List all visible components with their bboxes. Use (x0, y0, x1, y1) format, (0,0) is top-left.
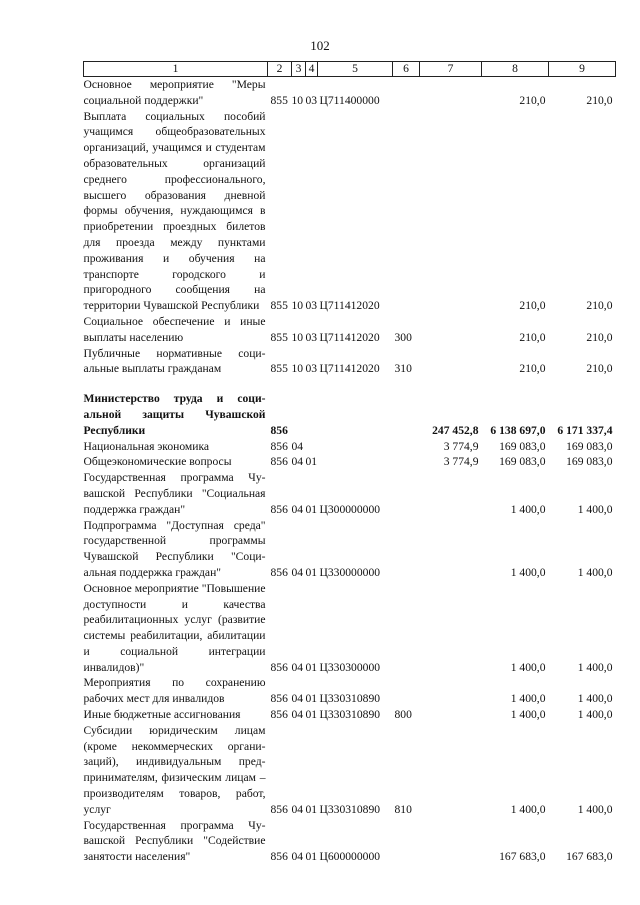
row-amount-col9: 210,0 (586, 330, 613, 344)
row-target-article: Ц711412020 (319, 362, 380, 376)
row-razdel: 10 (291, 93, 304, 107)
table-row (84, 470, 616, 517)
row-target-article: Ц330000000 (319, 565, 381, 579)
row-glava: 855 (270, 93, 288, 107)
row-amount-col7 (420, 470, 482, 517)
row-amount-col8: 1 400,0 (510, 802, 546, 816)
row-amount-col9: 210,0 (586, 362, 613, 376)
row-podrazdel: 01 (305, 802, 318, 816)
row-glava: 856 (270, 502, 288, 516)
row-amount-col8: 210,0 (519, 362, 546, 376)
row-amount-col8: 6 138 697,0 (490, 423, 546, 437)
spacer-row (84, 377, 616, 391)
row-amount-col8: 1 400,0 (510, 502, 546, 516)
row-glava: 856 (270, 455, 288, 469)
row-razdel (292, 391, 306, 438)
row-expense-type (393, 675, 420, 707)
row-amount-col7 (420, 518, 482, 581)
header-col-2: 2 (268, 62, 292, 77)
row-glava: 856 (270, 802, 288, 816)
row-podrazdel: 01 (305, 708, 318, 722)
row-podrazdel: 01 (305, 455, 318, 469)
header-col-3: 3 (292, 62, 306, 77)
table-row (84, 675, 616, 707)
row-expense-type (393, 77, 420, 109)
table-row (84, 346, 616, 378)
row-expense-type (393, 439, 420, 455)
row-glava: 856 (270, 565, 288, 579)
row-expense-type: 810 (394, 802, 412, 816)
row-expense-type: 300 (394, 330, 412, 344)
row-podrazdel: 01 (305, 692, 318, 706)
row-glava: 855 (270, 362, 288, 376)
row-razdel: 10 (291, 362, 304, 376)
row-name: Основное мероприятие "Повышение доступности и качества реабилитационных услуг (развитие системы реабилитации, абилитации и социальной интеграции инвалидов)" (83, 581, 266, 674)
header-col-5: 5 (318, 62, 393, 77)
row-name: Публичные нормативные социальные выплаты гражданам (83, 346, 266, 376)
row-razdel: 04 (291, 565, 304, 579)
row-expense-type: 310 (394, 362, 412, 376)
row-amount-col9: 210,0 (586, 93, 613, 107)
table-row (84, 314, 616, 346)
row-amount-col7: 3 774,9 (443, 439, 479, 453)
row-razdel: 04 (291, 802, 304, 816)
row-razdel: 10 (291, 330, 304, 344)
row-podrazdel: 01 (305, 660, 318, 674)
row-name: Национальная экономика (83, 439, 210, 453)
row-amount-col8: 210,0 (519, 299, 546, 313)
header-col-6: 6 (393, 62, 420, 77)
table-row (84, 723, 616, 818)
row-amount-col7: 247 452,8 (432, 423, 479, 437)
row-target-article: Ц330300000 (319, 660, 381, 674)
row-amount-col7 (420, 346, 482, 378)
table-row (84, 818, 616, 865)
table-row (84, 707, 616, 723)
header-col-4: 4 (306, 62, 318, 77)
row-razdel: 04 (291, 455, 304, 469)
row-amount-col8: 169 083,0 (499, 439, 546, 453)
row-amount-col9: 167 683,0 (566, 850, 613, 864)
row-amount-col9: 169 083,0 (566, 439, 613, 453)
row-podrazdel: 03 (305, 299, 318, 313)
row-expense-type (393, 518, 420, 581)
budget-table (83, 61, 616, 865)
row-target-article: Ц330310890 (319, 692, 381, 706)
row-amount-col7 (420, 675, 482, 707)
row-amount-col9: 1 400,0 (577, 692, 613, 706)
table-row (84, 109, 616, 314)
row-glava: 856 (270, 692, 288, 706)
row-expense-type (393, 581, 420, 676)
row-razdel: 04 (291, 439, 304, 453)
table-header (84, 62, 616, 77)
row-target-article (318, 439, 393, 455)
row-amount-col7 (420, 109, 482, 314)
row-target-article: Ц711412020 (319, 299, 380, 313)
row-expense-type (393, 109, 420, 314)
row-razdel: 04 (291, 502, 304, 516)
row-glava: 856 (270, 423, 288, 437)
row-razdel: 04 (291, 850, 304, 864)
table-row (84, 518, 616, 581)
header-col-9: 9 (549, 62, 616, 77)
row-amount-col9: 6 171 337,4 (557, 423, 613, 437)
row-amount-col9: 1 400,0 (577, 708, 613, 722)
row-name: Государственная программа Чувашской Республики "Содействие занятости населения" (83, 818, 266, 864)
row-glava: 855 (270, 330, 288, 344)
row-razdel: 04 (291, 660, 304, 674)
row-glava: 856 (270, 439, 288, 453)
row-name: Подпрограмма "Доступная среда" государственной программы Чувашской Республики "Социальная поддержка граждан" (83, 518, 266, 579)
row-glava: 856 (270, 708, 288, 722)
table-row (84, 391, 616, 438)
table-row (84, 454, 616, 470)
row-amount-col7 (420, 707, 482, 723)
row-podrazdel: 03 (305, 93, 318, 107)
row-podrazdel: 01 (305, 502, 318, 516)
row-amount-col7 (420, 77, 482, 109)
row-amount-col7 (420, 723, 482, 818)
row-glava: 856 (270, 850, 288, 864)
row-podrazdel (306, 391, 318, 438)
row-amount-col8: 169 083,0 (499, 455, 546, 469)
header-col-1: 1 (84, 62, 268, 77)
row-target-article (318, 391, 393, 438)
table-row (84, 581, 616, 676)
row-amount-col8: 1 400,0 (510, 660, 546, 674)
row-amount-col8: 1 400,0 (510, 708, 546, 722)
row-amount-col7: 3 774,9 (443, 455, 479, 469)
row-target-article (318, 454, 393, 470)
row-podrazdel: 03 (305, 330, 318, 344)
row-amount-col8: 210,0 (519, 93, 546, 107)
row-amount-col9: 210,0 (586, 299, 613, 313)
row-name: Основное мероприятие "Меры социальной поддержки" (83, 78, 266, 107)
row-amount-col7 (420, 818, 482, 865)
row-glava: 856 (270, 660, 288, 674)
row-name: Социальное обеспечение и иные выплаты населению (83, 314, 266, 344)
row-amount-col7 (420, 581, 482, 676)
row-amount-col8: 1 400,0 (510, 565, 546, 579)
row-amount-col9: 169 083,0 (566, 455, 613, 469)
row-name: Общеэкономические вопросы (83, 455, 232, 469)
row-target-article: Ц330310890 (319, 708, 381, 722)
row-name: Мероприятия по сохранению рабочих мест для инвалидов (83, 676, 266, 706)
row-podrazdel: 01 (305, 850, 318, 864)
row-name: Субсидии юридическим лицам (кроме некоммерческих организаций), индивидуальным предпринимателям, физическим лицам – производителям товаров, работ, услуг (83, 723, 266, 816)
row-name: Выплата социальных пособий учащимся общеобразовательных организаций, учащимся и студентам образовательных организаций среднего профессионального, высшего образования дневной формы обучения, нуждающимся в приобретении проездных билетов для проезда между пунктами проживания и обучения на транспорте городского и пригородного сообщения на территории Чувашской Республики (83, 109, 266, 313)
row-target-article: Ц600000000 (319, 850, 381, 864)
row-target-article: Ц711400000 (319, 93, 380, 107)
row-razdel: 04 (291, 692, 304, 706)
page-number: 102 (310, 38, 330, 53)
row-glava: 855 (270, 299, 288, 313)
row-amount-col9: 1 400,0 (577, 565, 613, 579)
header-col-8: 8 (482, 62, 549, 77)
row-podrazdel: 01 (305, 565, 318, 579)
row-razdel: 10 (291, 299, 304, 313)
row-expense-type (393, 818, 420, 865)
row-target-article: Ц330310890 (319, 802, 381, 816)
table-row (84, 77, 616, 109)
row-name: Иные бюджетные ассигнования (83, 708, 241, 722)
row-razdel: 04 (291, 708, 304, 722)
row-name: Государственная программа Чувашской Республики "Социальная поддержка граждан" (83, 471, 266, 516)
row-target-article: Ц300000000 (319, 502, 381, 516)
row-name: Министерство труда и социальной защиты Чувашской Республики (83, 392, 266, 437)
row-expense-type: 800 (394, 708, 412, 722)
table-row (84, 439, 616, 455)
row-amount-col9: 1 400,0 (577, 502, 613, 516)
row-podrazdel (306, 439, 318, 455)
row-amount-col8: 1 400,0 (510, 692, 546, 706)
table-body (84, 77, 616, 866)
row-amount-col8: 210,0 (519, 330, 546, 344)
row-target-article: Ц711412020 (319, 330, 380, 344)
row-podrazdel: 03 (305, 362, 318, 376)
row-amount-col8: 167 683,0 (499, 850, 546, 864)
row-amount-col9: 1 400,0 (577, 660, 613, 674)
row-amount-col7 (420, 314, 482, 346)
header-col-7: 7 (420, 62, 482, 77)
row-amount-col9: 1 400,0 (577, 802, 613, 816)
row-expense-type (393, 391, 420, 438)
row-expense-type (393, 470, 420, 517)
row-expense-type (393, 454, 420, 470)
